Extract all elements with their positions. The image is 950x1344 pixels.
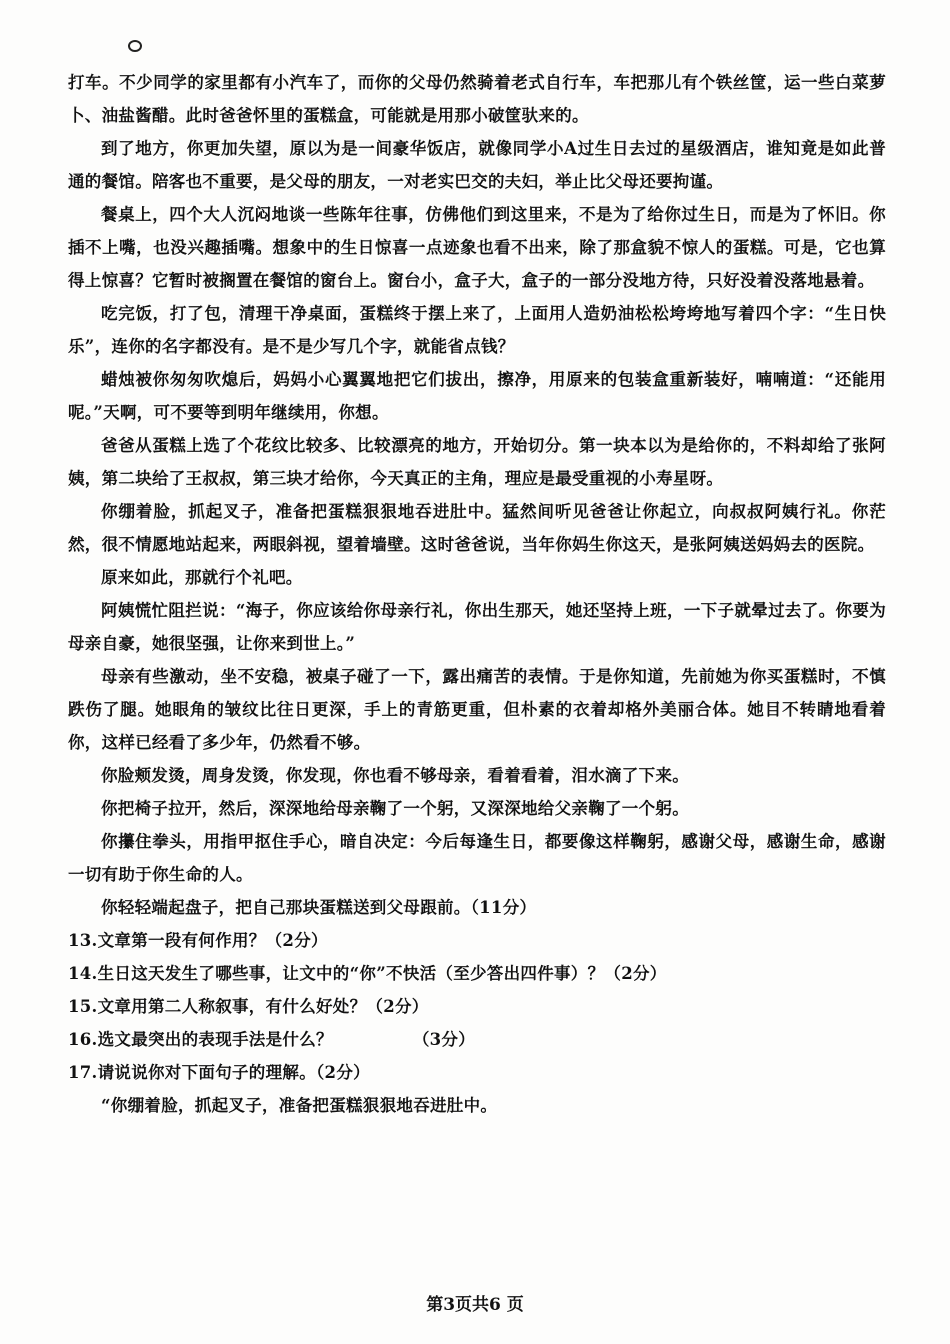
paragraph: 爸爸从蛋糕上选了个花纹比较多、比较漂亮的地方，开始切分。第一块本以为是给你的，不料却给了张阿姨，第二块给了王叔叔，第三块才给你，今天真正的主角，理应是最受重视的小寿星呀。: [68, 436, 886, 488]
paragraph: 你攥住拳头，用指甲抠住手心，暗自决定：今后每逢生日，都要像这样鞠躬，感谢父母，感谢生命，感谢一切有助于你生命的人。: [68, 832, 886, 884]
question-16: [68, 1023, 886, 1056]
paragraph: 打车。不少同学的家里都有小汽车了，而你的父母仍然骑着老式自行车，车把那儿有个铁丝筐，运一些白菜萝卜、油盐酱醋。此时爸爸怀里的蛋糕盒，可能就是用那小破筐驮来的。: [68, 73, 886, 125]
question-text: 生日这天发生了哪些事，让文中的“你”不快活（至少答出四件事）？（2分）: [97, 964, 667, 983]
quoted-sentence: “你绷着脸，抓起叉子，准备把蛋糕狠狠地吞进肚中。: [101, 1096, 498, 1115]
question-13: [68, 924, 886, 957]
question-number: 17.: [68, 1063, 98, 1082]
paragraph: 到了地方，你更加失望，原以为是一间豪华饭店，就像同学小A过生日去过的星级酒店，谁知竟是如此普通的餐馆。陪客也不重要，是父母的朋友，一对老实巴交的夫妇，举止比父母还要拘谨。: [68, 139, 886, 191]
question-number: 16.: [68, 1030, 98, 1049]
paragraph: 母亲有些激动，坐不安稳，被桌子碰了一下，露出痛苦的表情。于是你知道，先前她为你买蛋糕时，不慎跌伤了腿。她眼角的皱纹比往日更深，手上的青筋更重，但朴素的衣着却格外美丽合体。她目不转睛地看着你，这样已经看了多少年，仍然看不够。: [68, 667, 886, 752]
question-text: 文章用第二人称叙事，有什么好处？（2分）: [97, 997, 429, 1016]
question-17: [68, 1056, 886, 1089]
paragraph: 吃完饭，打了包，清理干净桌面，蛋糕终于摆上来了，上面用人造奶油松松垮垮地写着四个字：“生日快乐”，连你的名字都没有。是不是少写几个字，就能省点钱？: [68, 304, 886, 356]
question-text: 选文最突出的表现手法是什么？: [97, 1030, 333, 1049]
paragraph: 餐桌上，四个大人沉闷地谈一些陈年往事，仿佛他们到这里来，不是为了给你过生日，而是为了怀旧。你插不上嘴，也没兴趣插嘴。想象中的生日惊喜一点迹象也看不出来，除了那盒貌不惊人的蛋糕。可是，它也算得上惊喜？它暂时被搁置在餐馆的窗台上。窗台小，盒子大，盒子的一部分没地方待，只好没着没落地悬着。: [68, 205, 886, 290]
question-text: 请说说你对下面句子的理解。（2分）: [97, 1063, 370, 1082]
paragraph: 原来如此，那就行个礼吧。: [101, 568, 303, 587]
punch-hole-mark: [128, 40, 142, 52]
question-number: 13.: [68, 931, 98, 950]
question-number: 14.: [68, 964, 98, 983]
question-14: [68, 957, 886, 990]
paragraph: 阿姨慌忙阻拦说：“海子，你应该给你母亲行礼，你出生那天，她还坚持上班，一下子就晕过去了。你要为母亲自豪，她很坚强，让你来到世上。”: [68, 601, 886, 653]
paragraph: 蜡烛被你匆匆吹熄后，妈妈小心翼翼地把它们拔出，擦净，用原来的包装盒重新装好，喃喃道：“还能用呢。”天啊，可不要等到明年继续用，你想。: [68, 370, 886, 422]
paragraph: 你把椅子拉开，然后，深深地给母亲鞠了一个躬，又深深地给父亲鞠了一个躬。: [101, 799, 689, 818]
question-score: （3分）: [412, 1030, 475, 1049]
page-footer: 第3页共6 页: [426, 1295, 524, 1315]
question-text: 文章第一段有何作用？（2分）: [97, 931, 328, 950]
paragraph: 你轻轻端起盘子，把自己那块蛋糕送到父母跟前。（11分）: [101, 898, 537, 917]
paragraph: 你绷着脸，抓起叉子，准备把蛋糕狠狠地吞进肚中。猛然间听见爸爸让你起立，向叔叔阿姨行礼。你茫然，很不情愿地站起来，两眼斜视，望着墙壁。这时爸爸说，当年你妈生你这天，是张阿姨送妈妈去的医院。: [68, 502, 886, 554]
question-number: 15.: [68, 997, 98, 1016]
paragraph: 你脸颊发烫，周身发烫，你发现，你也看不够母亲，看着看着，泪水滴了下来。: [101, 766, 689, 785]
question-15: [68, 990, 886, 1023]
question-list: [68, 924, 886, 1122]
reading-passage: [68, 66, 886, 1122]
